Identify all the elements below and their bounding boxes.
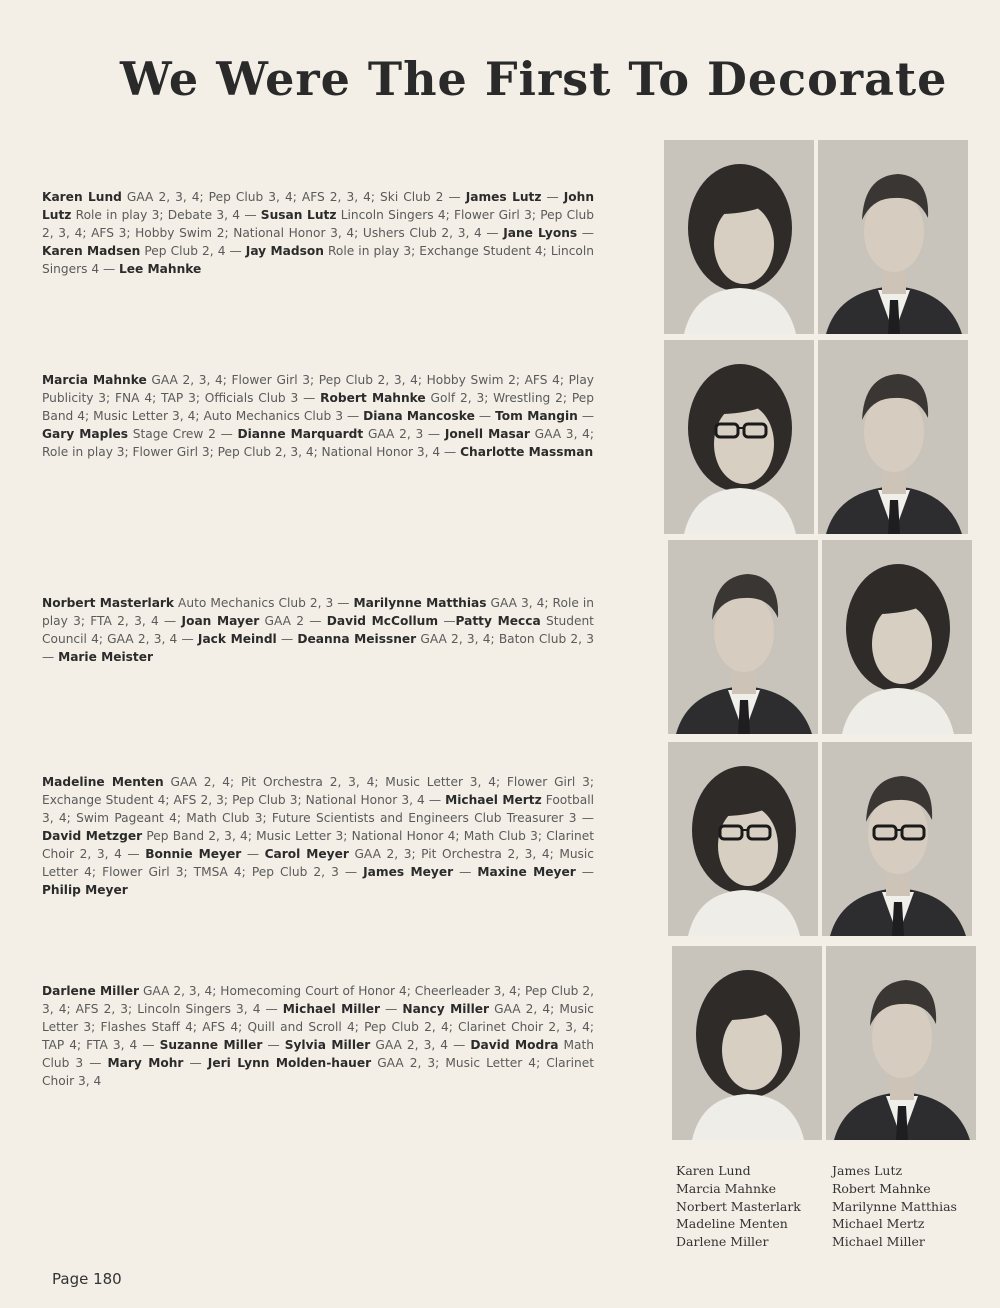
student-name: Gary Maples xyxy=(42,427,129,441)
portrait-silhouette xyxy=(822,742,972,936)
caption-left-column xyxy=(676,1162,801,1251)
portrait-photo xyxy=(826,946,976,1140)
student-name: Michael Mertz xyxy=(445,793,542,807)
student-name: David McCollum xyxy=(326,614,439,628)
student-activities: Pep Band 2, 3, 4; Music Letter 3; National Honor 4; Math Club 3; Clarinet Choir 2, 3, 4 — xyxy=(42,829,595,861)
student-activities: — xyxy=(474,409,496,423)
portrait-silhouette xyxy=(818,340,968,534)
student-name: James Meyer xyxy=(363,865,454,879)
caption-name: Marilynne Matthias xyxy=(832,1198,957,1214)
student-activities: — xyxy=(276,632,298,646)
student-name: Jack Meindl xyxy=(197,632,277,646)
student-activities: GAA 2, 3, 4; Baton Club 2, 3 — xyxy=(42,632,594,664)
student-name: John Lutz xyxy=(42,190,594,222)
student-name: Suzanne Miller xyxy=(159,1038,263,1052)
portrait-photo xyxy=(822,540,972,734)
caption-name: Michael Miller xyxy=(832,1234,925,1250)
student-name: Tom Mangin xyxy=(495,409,578,423)
student-name: Nancy Miller xyxy=(402,1002,490,1016)
student-name: Patty Mecca xyxy=(455,614,541,628)
student-activities: GAA 2, 4; Pit Orchestra 2, 3, 4; Music Letter 3, 4; Flower Girl 3; Exchange Student 4; AFS 2, 3; Pep Club 3; National Honor 3, 4 — xyxy=(42,775,594,807)
student-name: Karen Madsen xyxy=(42,244,141,258)
portrait-photo xyxy=(818,340,968,534)
student-activities: Role in play 3; Exchange Student 4; Lincoln Singers 4 — xyxy=(42,244,594,276)
student-name: Marie Meister xyxy=(58,650,154,664)
student-name: Madeline Menten xyxy=(42,775,164,789)
student-activities: GAA 2, 3; Pit Orchestra 2, 3, 4; Music Letter 4; Flower Girl 3; TMSA 4; Pep Club 2, 3 — xyxy=(42,847,594,879)
student-name: Darlene Miller xyxy=(42,984,139,998)
bio-paragraph-3 xyxy=(42,594,594,666)
student-name: Diana Mancoske xyxy=(363,409,475,423)
portrait-photo xyxy=(668,742,818,936)
student-name: Susan Lutz xyxy=(260,208,337,222)
student-activities: — xyxy=(241,847,265,861)
student-activities: GAA 2, 3, 4; Flower Girl 3; Pep Club 2, 3, 4; Hobby Swim 2; AFS 4; Play Publicity 3; FNA 4; TAP 3; Officials Club 3 — xyxy=(42,373,595,405)
student-name: Philip Meyer xyxy=(42,883,128,897)
caption-name: James Lutz xyxy=(832,1163,903,1178)
student-name: Jane Lyons xyxy=(503,226,578,240)
student-name: Michael Miller xyxy=(282,1002,381,1016)
portrait-silhouette xyxy=(826,946,976,1140)
caption-name: Robert Mahnke xyxy=(832,1180,931,1196)
student-activities: GAA 3, 4; Role in play 3; Flower Girl 3; Pep Club 2, 3, 4; National Honor 3, 4 — xyxy=(42,427,595,459)
student-activities: Lincoln Singers 4; Flower Girl 3; Pep Club 2, 3, 4; AFS 3; Hobby Swim 2; National Honor 3, 4; Ushers Club 2, 3, 4 — xyxy=(42,208,594,240)
student-activities: Football 3, 4; Swim Pageant 4; Math Club 3; Future Scientists and Engineers Club Treasurer 3 — xyxy=(42,793,594,825)
student-activities: — xyxy=(438,614,456,628)
student-name: James Lutz xyxy=(465,190,542,204)
portrait-photo xyxy=(664,340,814,534)
student-activities: — xyxy=(541,190,564,204)
student-activities: GAA 2, 4; Music Letter 3; Flashes Staff 4; AFS 4; Quill and Scroll 4; Pep Club 2, 4; Clarinet Choir 2, 3, 4; TAP 4; FTA 3, 4 — xyxy=(42,1002,594,1052)
portrait-silhouette xyxy=(664,140,814,334)
caption-name: Michael Mertz xyxy=(832,1216,925,1232)
student-activities: GAA 2, 3 — xyxy=(363,427,445,441)
caption-name: Karen Lund xyxy=(676,1163,751,1178)
portrait-silhouette xyxy=(822,540,972,734)
student-name: Bonnie Meyer xyxy=(145,847,242,861)
caption-name: Darlene Miller xyxy=(676,1234,769,1250)
student-activities: GAA 2 — xyxy=(259,614,327,628)
portrait-photo xyxy=(818,140,968,334)
bio-paragraph-2 xyxy=(42,371,594,461)
portrait-photo xyxy=(672,946,822,1140)
student-name: Norbert Masterlark xyxy=(42,596,175,610)
student-name: Mary Mohr xyxy=(107,1056,184,1070)
student-name: Robert Mahnke xyxy=(320,391,426,405)
bio-paragraph-5 xyxy=(42,982,594,1090)
student-activities: Math Club 3 — xyxy=(42,1038,594,1070)
student-activities: GAA 2, 3, 4; Homecoming Court of Honor 4; Cheerleader 3, 4; Pep Club 2, 3, 4; AFS 2, 3; Lincoln Singers 3, 4 — xyxy=(42,984,594,1016)
student-activities: — xyxy=(453,865,478,879)
caption-name: Norbert Masterlark xyxy=(676,1198,801,1214)
student-activities: — xyxy=(577,409,595,423)
student-activities: — xyxy=(380,1002,403,1016)
student-name: Maxine Meyer xyxy=(477,865,576,879)
portrait-grid xyxy=(664,140,976,1142)
bio-paragraph-1 xyxy=(42,188,594,278)
portrait-silhouette xyxy=(672,946,822,1140)
student-name: David Metzger xyxy=(42,829,143,843)
portrait-silhouette xyxy=(668,742,818,936)
portrait-photo xyxy=(822,742,972,936)
student-name: Marilynne Matthias xyxy=(353,596,487,610)
portrait-photo xyxy=(664,140,814,334)
caption-name: Marcia Mahnke xyxy=(676,1180,776,1196)
student-name: Jeri Lynn Molden-hauer xyxy=(207,1056,372,1070)
student-activities: Student Council 4; GAA 2, 3, 4 — xyxy=(42,614,594,646)
student-name: Jay Madson xyxy=(245,244,324,258)
portrait-photo xyxy=(668,540,818,734)
student-activities: — xyxy=(262,1038,285,1052)
student-name: Lee Mahnke xyxy=(119,262,202,276)
caption-right-column xyxy=(832,1162,957,1251)
student-activities: Pep Club 2, 4 — xyxy=(140,244,246,258)
bio-paragraph-4 xyxy=(42,773,594,899)
student-activities: Stage Crew 2 — xyxy=(128,427,238,441)
student-activities: Golf 2, 3; Wrestling 2; Pep Band 4; Music Letter 3, 4; Auto Mechanics Club 3 — xyxy=(42,391,594,423)
student-activities: Role in play 3; Debate 3, 4 — xyxy=(71,208,261,222)
portrait-silhouette xyxy=(668,540,818,734)
student-activities: — xyxy=(577,226,594,240)
student-activities: GAA 2, 3, 4; Pep Club 3, 4; AFS 2, 3, 4; Ski Club 2 — xyxy=(121,190,466,204)
page-number: Page 180 xyxy=(52,1270,122,1288)
caption-name: Madeline Menten xyxy=(676,1216,788,1232)
student-name: Sylvia Miller xyxy=(284,1038,371,1052)
portrait-silhouette xyxy=(664,340,814,534)
student-name: Joan Mayer xyxy=(181,614,260,628)
page-title: We Were The First To Decorate xyxy=(120,52,948,106)
student-name: Jonell Masar xyxy=(444,427,530,441)
student-name: Karen Lund xyxy=(42,190,122,204)
portrait-silhouette xyxy=(818,140,968,334)
student-activities: — xyxy=(183,1056,208,1070)
student-activities: GAA 2, 3; Music Letter 4; Clarinet Choir 3, 4 xyxy=(42,1056,594,1088)
student-activities: GAA 2, 3, 4 — xyxy=(370,1038,471,1052)
student-activities: GAA 3, 4; Role in play 3; FTA 2, 3, 4 — xyxy=(42,596,594,628)
student-activities: Auto Mechanics Club 2, 3 — xyxy=(174,596,354,610)
student-name: Dianne Marquardt xyxy=(237,427,364,441)
student-name: Deanna Meissner xyxy=(297,632,417,646)
student-activities: — xyxy=(575,865,594,879)
student-name: Marcia Mahnke xyxy=(42,373,147,387)
student-name: David Modra xyxy=(470,1038,559,1052)
student-name: Carol Meyer xyxy=(264,847,349,861)
student-name: Charlotte Massman xyxy=(460,445,594,459)
